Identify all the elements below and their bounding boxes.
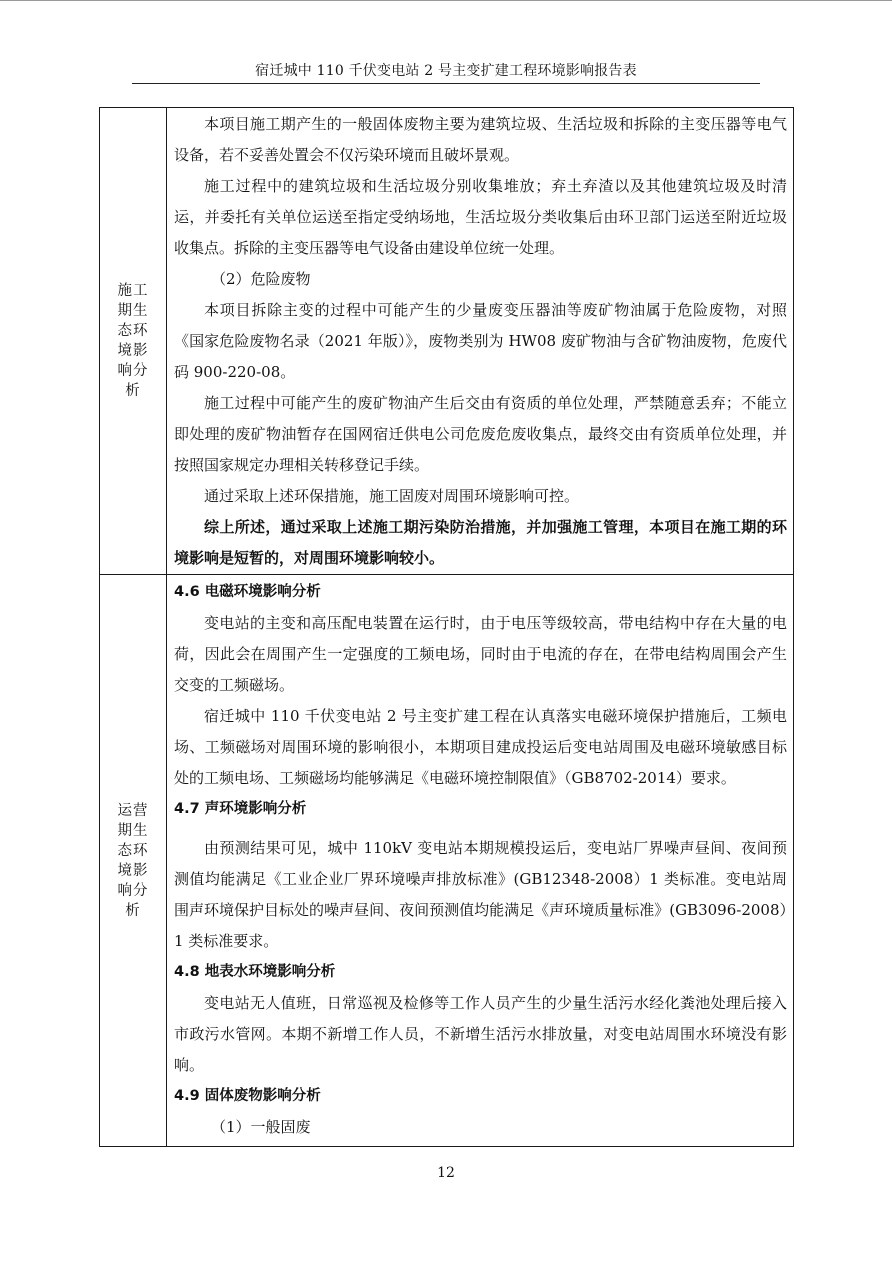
row-content-cell	[167, 575, 794, 1147]
subheading-general-waste: （1）一般固废	[211, 1118, 311, 1136]
paragraph: 由预测结果可见，城中 110kV 变电站本期规模投运后，变电站厂界噪声昼间、夜间预测值均能满足《工业企业厂界环境噪声排放标准》(GB12348-2008）1 类标准。变电站周围声环境保护目标处的噪声昼间、夜间预测值均能满足《声环境质量标准》(GB3096-2008）1 类标准要求。	[174, 839, 787, 950]
table-row-operation	[100, 575, 794, 1147]
page-top-border	[0, 0, 892, 1]
analysis-table	[99, 107, 794, 1147]
row-label-cell	[100, 575, 167, 1147]
row-label-operation: 运营期生态环境影响分析	[117, 802, 149, 919]
paragraph: 施工过程中可能产生的废矿物油产生后交由有资质的单位处理，严禁随意丢弃；不能立即处理的废矿物油暂存在国网宿迁供电公司危废危废收集点，最终交由有资质单位处理，并按照国家规定办理相关转移登记手续。	[174, 394, 787, 474]
section-heading-4-7: 4.7 声环境影响分析	[174, 801, 307, 817]
paragraph: 通过采取上述环保措施，施工固废对周围环境影响可控。	[204, 487, 580, 505]
section-heading-4-8: 4.8 地表水环境影响分析	[174, 964, 336, 980]
header-rule	[132, 83, 760, 84]
paragraph: 本项目拆除主变的过程中可能产生的少量废变压器油等废矿物油属于危险废物，对照《国家危险废物名录（2021 年版）》，废物类别为 HW08 废矿物油与含矿物油废物，危废代码 900-220-08。	[174, 301, 787, 381]
section-heading-4-9: 4.9 固体废物影响分析	[174, 1088, 321, 1104]
running-header: 宿迁城中 110 千伏变电站 2 号主变扩建工程环境影响报告表	[255, 63, 637, 79]
summary-paragraph: 综上所述，通过采取上述施工期污染防治措施，并加强施工管理，本项目在施工期的环境影响是短暂的，对周围环境影响较小。	[174, 518, 787, 567]
paragraph: 变电站的主变和高压配电装置在运行时，由于电压等级较高，带电结构中存在大量的电荷，因此会在周围产生一定强度的工频电场，同时由于电流的存在，在带电结构周围会产生交变的工频磁场。	[174, 614, 787, 694]
row-label-construction: 施工期生态环境影响分析	[117, 283, 149, 399]
section-heading-4-6: 4.6 电磁环境影响分析	[174, 584, 321, 600]
subheading-hazardous-waste: （2）危险废物	[211, 270, 311, 288]
paragraph: 施工过程中的建筑垃圾和生活垃圾分别收集堆放；弃土弃渣以及其他建筑垃圾及时清运，并委托有关单位运送至指定受纳场地，生活垃圾分类收集后由环卫部门运送至附近垃圾收集点。拆除的主变压器等电气设备由建设单位统一处理。	[174, 177, 787, 257]
row-content-cell	[167, 108, 794, 575]
row-label-cell	[100, 108, 167, 575]
paragraph: 宿迁城中 110 千伏变电站 2 号主变扩建工程在认真落实电磁环境保护措施后，工频电场、工频磁场对周围环境的影响很小，本期项目建成投运后变电站周围及电磁环境敏感目标处的工频电场、工频磁场均能够满足《电磁环境控制限值》（GB8702-2014）要求。	[174, 707, 787, 787]
table-row-construction	[100, 108, 794, 575]
paragraph: 本项目施工期产生的一般固体废物主要为建筑垃圾、生活垃圾和拆除的主变压器等电气设备，若不妥善处置会不仅污染环境而且破坏景观。	[174, 115, 787, 164]
paragraph: 变电站无人值班，日常巡视及检修等工作人员产生的少量生活污水经化粪池处理后接入市政污水管网。本期不新增工作人员，不新增生活污水排放量，对变电站周围水环境没有影响。	[174, 994, 787, 1074]
page-number: 12	[437, 1165, 455, 1181]
